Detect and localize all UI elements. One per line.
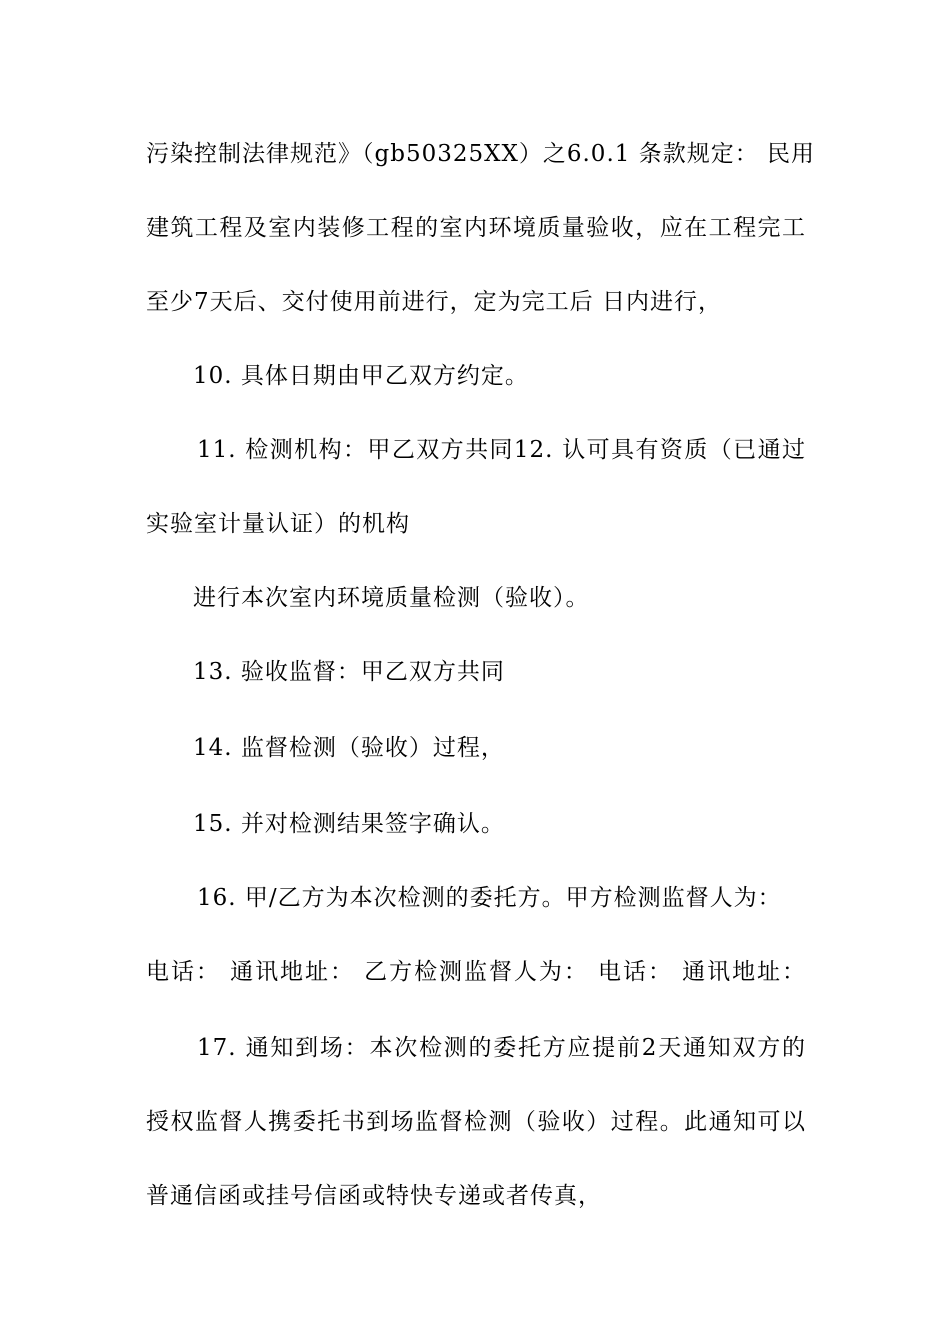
text-line-10: 15. 并对检测结果签字确认。 [193, 811, 505, 837]
text-line-4: 10. 具体日期由甲乙双方约定。 [193, 363, 529, 389]
text-line-3: 至少7天后、交付使用前进行，定为完工后 日内进行， [146, 289, 722, 315]
text-line-5: 11. 检测机构：甲乙双方共同12. 认可具有资质（已通过 [197, 437, 806, 463]
text-line-12: 电话： 通讯地址： 乙方检测监督人为： 电话： 通讯地址： [146, 959, 806, 985]
text-line-6: 实验室计量认证）的机构 [146, 511, 410, 537]
text-line-9: 14. 监督检测（验收）过程， [193, 735, 505, 761]
text-line-13: 17. 通知到场：本次检测的委托方应提前2天通知双方的 [197, 1035, 806, 1061]
text-line-2: 建筑工程及室内装修工程的室内环境质量验收，应在工程完工 [146, 215, 806, 241]
text-line-7: 进行本次室内环境质量检测（验收）。 [193, 585, 590, 611]
text-line-11: 16. 甲/乙方为本次检测的委托方。甲方检测监督人为： [197, 885, 782, 911]
text-line-1: 污染控制法律规范》（gb50325XX）之6.0.1 条款规定： 民用 [146, 141, 816, 167]
text-line-8: 13. 验收监督：甲乙双方共同 [193, 659, 505, 685]
text-line-15: 普通信函或挂号信函或特快专递或者传真， [146, 1183, 602, 1209]
text-line-14: 授权监督人携委托书到场监督检测（验收）过程。此通知可以 [146, 1109, 806, 1135]
